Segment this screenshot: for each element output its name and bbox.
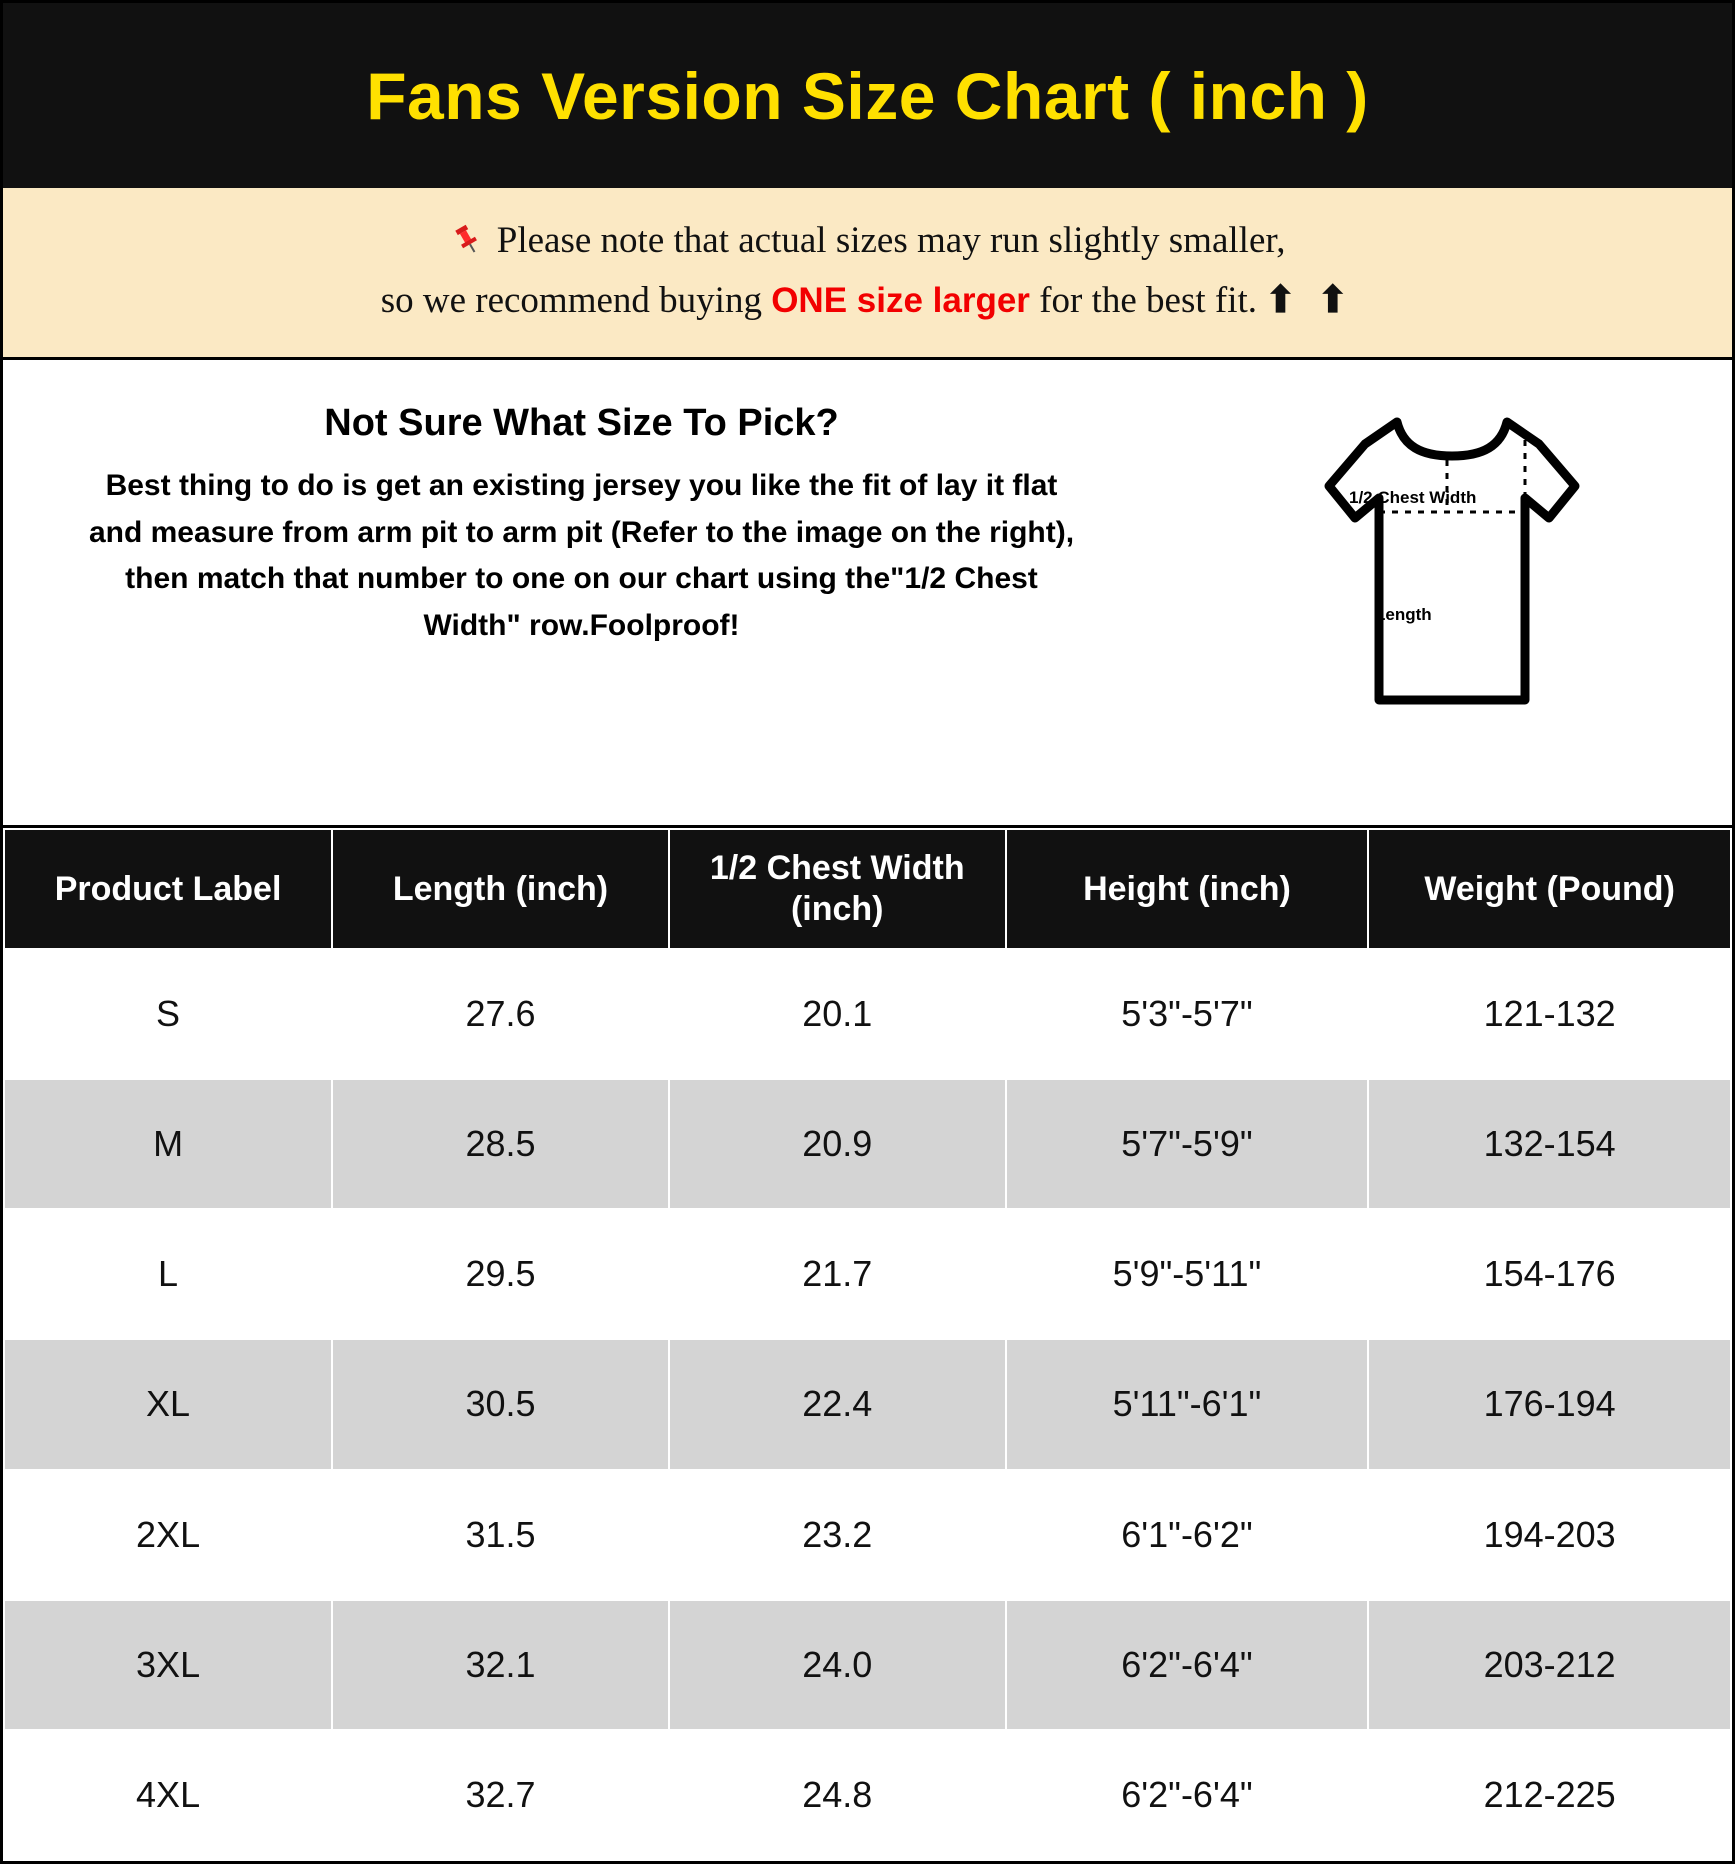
note-line-2: [23, 274, 1712, 328]
info-heading: Not Sure What Size To Pick?: [324, 402, 839, 445]
cell-length: 27.6: [332, 949, 669, 1079]
table-row: [4, 1470, 1731, 1600]
up-arrows-icon: ⬆ ⬆: [1265, 279, 1355, 321]
cell-product-label: 3XL: [4, 1600, 332, 1730]
column-header-weight: Weight (Pound): [1368, 829, 1731, 949]
info-section: [3, 360, 1732, 828]
column-header-length: Length (inch): [332, 829, 669, 949]
size-table: [3, 828, 1732, 1861]
column-header-product-label: Product Label: [4, 829, 332, 949]
cell-chest-width: 22.4: [669, 1339, 1006, 1469]
column-header-chest-width: 1/2 Chest Width (inch): [669, 829, 1006, 949]
info-body: Best thing to do is get an existing jersey you like the fit of lay it flat and measure from arm pit to arm pit (Refer to the image on the right), then match that number to one on our chart using the"1/2 Chest Width" row.Foolproof!: [88, 469, 1075, 642]
pushpin-icon: [450, 218, 484, 272]
header-band: [3, 3, 1732, 188]
note-text-1: Please note that actual sizes may run slightly smaller,: [496, 220, 1286, 261]
cell-height: 6'1"-6'2": [1006, 1470, 1369, 1600]
table-body: [4, 949, 1731, 1860]
note-text-2-prefix: so we recommend buying: [380, 279, 772, 321]
cell-chest-width: 24.8: [669, 1730, 1006, 1860]
cell-height: 5'11"-6'1": [1006, 1339, 1369, 1469]
cell-product-label: 2XL: [4, 1470, 332, 1600]
cell-chest-width: 24.0: [669, 1600, 1006, 1730]
cell-product-label: M: [4, 1079, 332, 1209]
cell-height: 5'3"-5'7": [1006, 949, 1369, 1079]
page-title: Fans Version Size Chart ( inch ): [366, 58, 1369, 133]
cell-weight: 132-154: [1368, 1079, 1731, 1209]
cell-chest-width: 23.2: [669, 1470, 1006, 1600]
chest-width-label: 1/2 Chest Width: [1349, 488, 1477, 508]
cell-length: 32.1: [332, 1600, 669, 1730]
cell-length: 30.5: [332, 1339, 669, 1469]
cell-chest-width: 20.1: [669, 949, 1006, 1079]
cell-weight: 212-225: [1368, 1730, 1731, 1860]
cell-product-label: XL: [4, 1339, 332, 1469]
cell-length: 29.5: [332, 1209, 669, 1339]
tshirt-icon: [1287, 400, 1617, 730]
table-row: [4, 949, 1731, 1079]
cell-product-label: S: [4, 949, 332, 1079]
cell-length: 28.5: [332, 1079, 669, 1209]
note-emphasis: ONE size larger: [771, 280, 1030, 320]
cell-weight: 203-212: [1368, 1600, 1731, 1730]
cell-height: 6'2"-6'4": [1006, 1600, 1369, 1730]
table-row: [4, 1209, 1731, 1339]
table-row: [4, 1079, 1731, 1209]
cell-weight: 176-194: [1368, 1339, 1731, 1469]
cell-weight: 194-203: [1368, 1470, 1731, 1600]
cell-chest-width: 20.9: [669, 1079, 1006, 1209]
cell-height: 5'7"-5'9": [1006, 1079, 1369, 1209]
cell-height: 6'2"-6'4": [1006, 1730, 1369, 1860]
cell-length: 32.7: [332, 1730, 669, 1860]
note-band: [3, 188, 1732, 360]
cell-weight: 154-176: [1368, 1209, 1731, 1339]
info-text-block: [3, 360, 1172, 649]
length-label: Length: [1375, 605, 1432, 625]
tshirt-diagram: [1287, 400, 1617, 730]
note-line-1: [23, 214, 1712, 268]
cell-weight: 121-132: [1368, 949, 1731, 1079]
column-header-height: Height (inch): [1006, 829, 1369, 949]
table-row: [4, 1339, 1731, 1469]
note-text-2-suffix: for the best fit.: [1029, 279, 1258, 321]
table-header-row: [4, 829, 1731, 949]
cell-chest-width: 21.7: [669, 1209, 1006, 1339]
table-row: [4, 1600, 1731, 1730]
cell-length: 31.5: [332, 1470, 669, 1600]
info-figure: [1172, 360, 1732, 730]
table-row: [4, 1730, 1731, 1860]
cell-product-label: 4XL: [4, 1730, 332, 1860]
cell-height: 5'9"-5'11": [1006, 1209, 1369, 1339]
cell-product-label: L: [4, 1209, 332, 1339]
